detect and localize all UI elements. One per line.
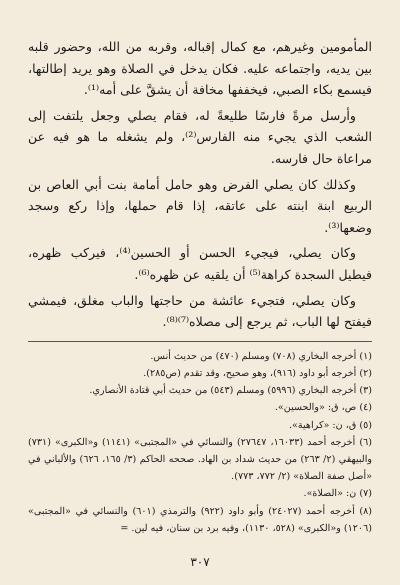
paragraph-4: وكان يصلي، فيجيء الحسن أو الحسين⁽⁴⁾، فيركب ظهره، فيطيل السجدة كراهة⁽⁵⁾ أن يلقيه عن ظهره⁽⁶⁾. (28, 245, 372, 282)
footnote-2: (٢) أخرجه أبو داود (٩١٦)، وهو صحيح، وقد تقدم (ص٢٨٥). (143, 367, 372, 379)
footnote-4: (٤) ص، ق: «والحسين». (274, 402, 372, 414)
paragraph-1: المأمومين وغيرهم، مع كمال إقباله، وقربه من الله، وحضور قلبه بين يديه، واجتماعه عليه. فكان يدخل في الصلاة وهو يريد إطالتها، فيسمع بكاء الصبي، فيخففها مخافة أن يشقَّ على أمه⁽¹⁾. (28, 39, 372, 98)
page (28, 36, 372, 537)
page-number: ٣٠٧ (190, 555, 210, 569)
footnote-3: (٣) أخرجه البخاري (٥٩٩٦) ومسلم (٥٤٣) من حديث أبي قتادة الأنصاري. (89, 385, 372, 397)
footnotes (28, 348, 372, 537)
footnote-1: (١) أخرجه البخاري (٧٠٨) ومسلم (٤٧٠) من حديث أنس. (150, 350, 372, 362)
footnote-divider (28, 341, 372, 342)
main-text (28, 36, 372, 333)
footnote-7: (٧) ن: «الصلاة». (303, 488, 372, 500)
footnote-8: (٨) أخرجه أحمد (٢٤٠٢٧) وأبو داود (٩٢٢) والترمذي (٦٠١) والنسائي في «المجتبى» (١٢٠٦) و«الكبرى» (٥٢٨، ١١٣٠)، وفيه برد بن سنان، فيه لين. = (28, 505, 373, 534)
footnote-5: (٥) ق، ن: «كراهية». (288, 419, 372, 431)
paragraph-5: وكان يصلي، فتجيء عائشة من حاجتها والباب مغلق، فيمشي فيفتح لها الباب، ثم يرجع إلى مصلاه⁽⁷⁾⁽⁸⁾. (28, 292, 372, 330)
paragraph-3: وكذلك كان يصلي الفرض وهو حامل أمامة بنت أبي العاص بن الربيع ابنة ابنته على عاتقه، إذا قام حملها، وإذا ركع وسجد وضعها⁽³⁾. (28, 176, 372, 235)
paragraph-2: وأرسل مرةً فارسًا طليعةً له، فقام يصلي وجعل يلتفت إلى الشعب الذي يجيء منه الفارس⁽²⁾، ولم يشغله ما هو فيه عن مراعاة حال فارسه. (28, 107, 372, 166)
footnote-6: (٦) أخرجه أحمد (١٦٠٣٣، ٢٧٦٤٧) والنسائي في «المجتبى» (١١٤١) و«الكبرى» (٧٣١) والبيهقي (٢/ ٢٦٣) من حديث شداد بن الهاد. صححه الحاكم (٣/ ١٦٥، ٦٢٦) والألباني في «أصل صفة الصلاة» (٢/ ٧٧٢، ٧٧٣). (28, 436, 372, 483)
